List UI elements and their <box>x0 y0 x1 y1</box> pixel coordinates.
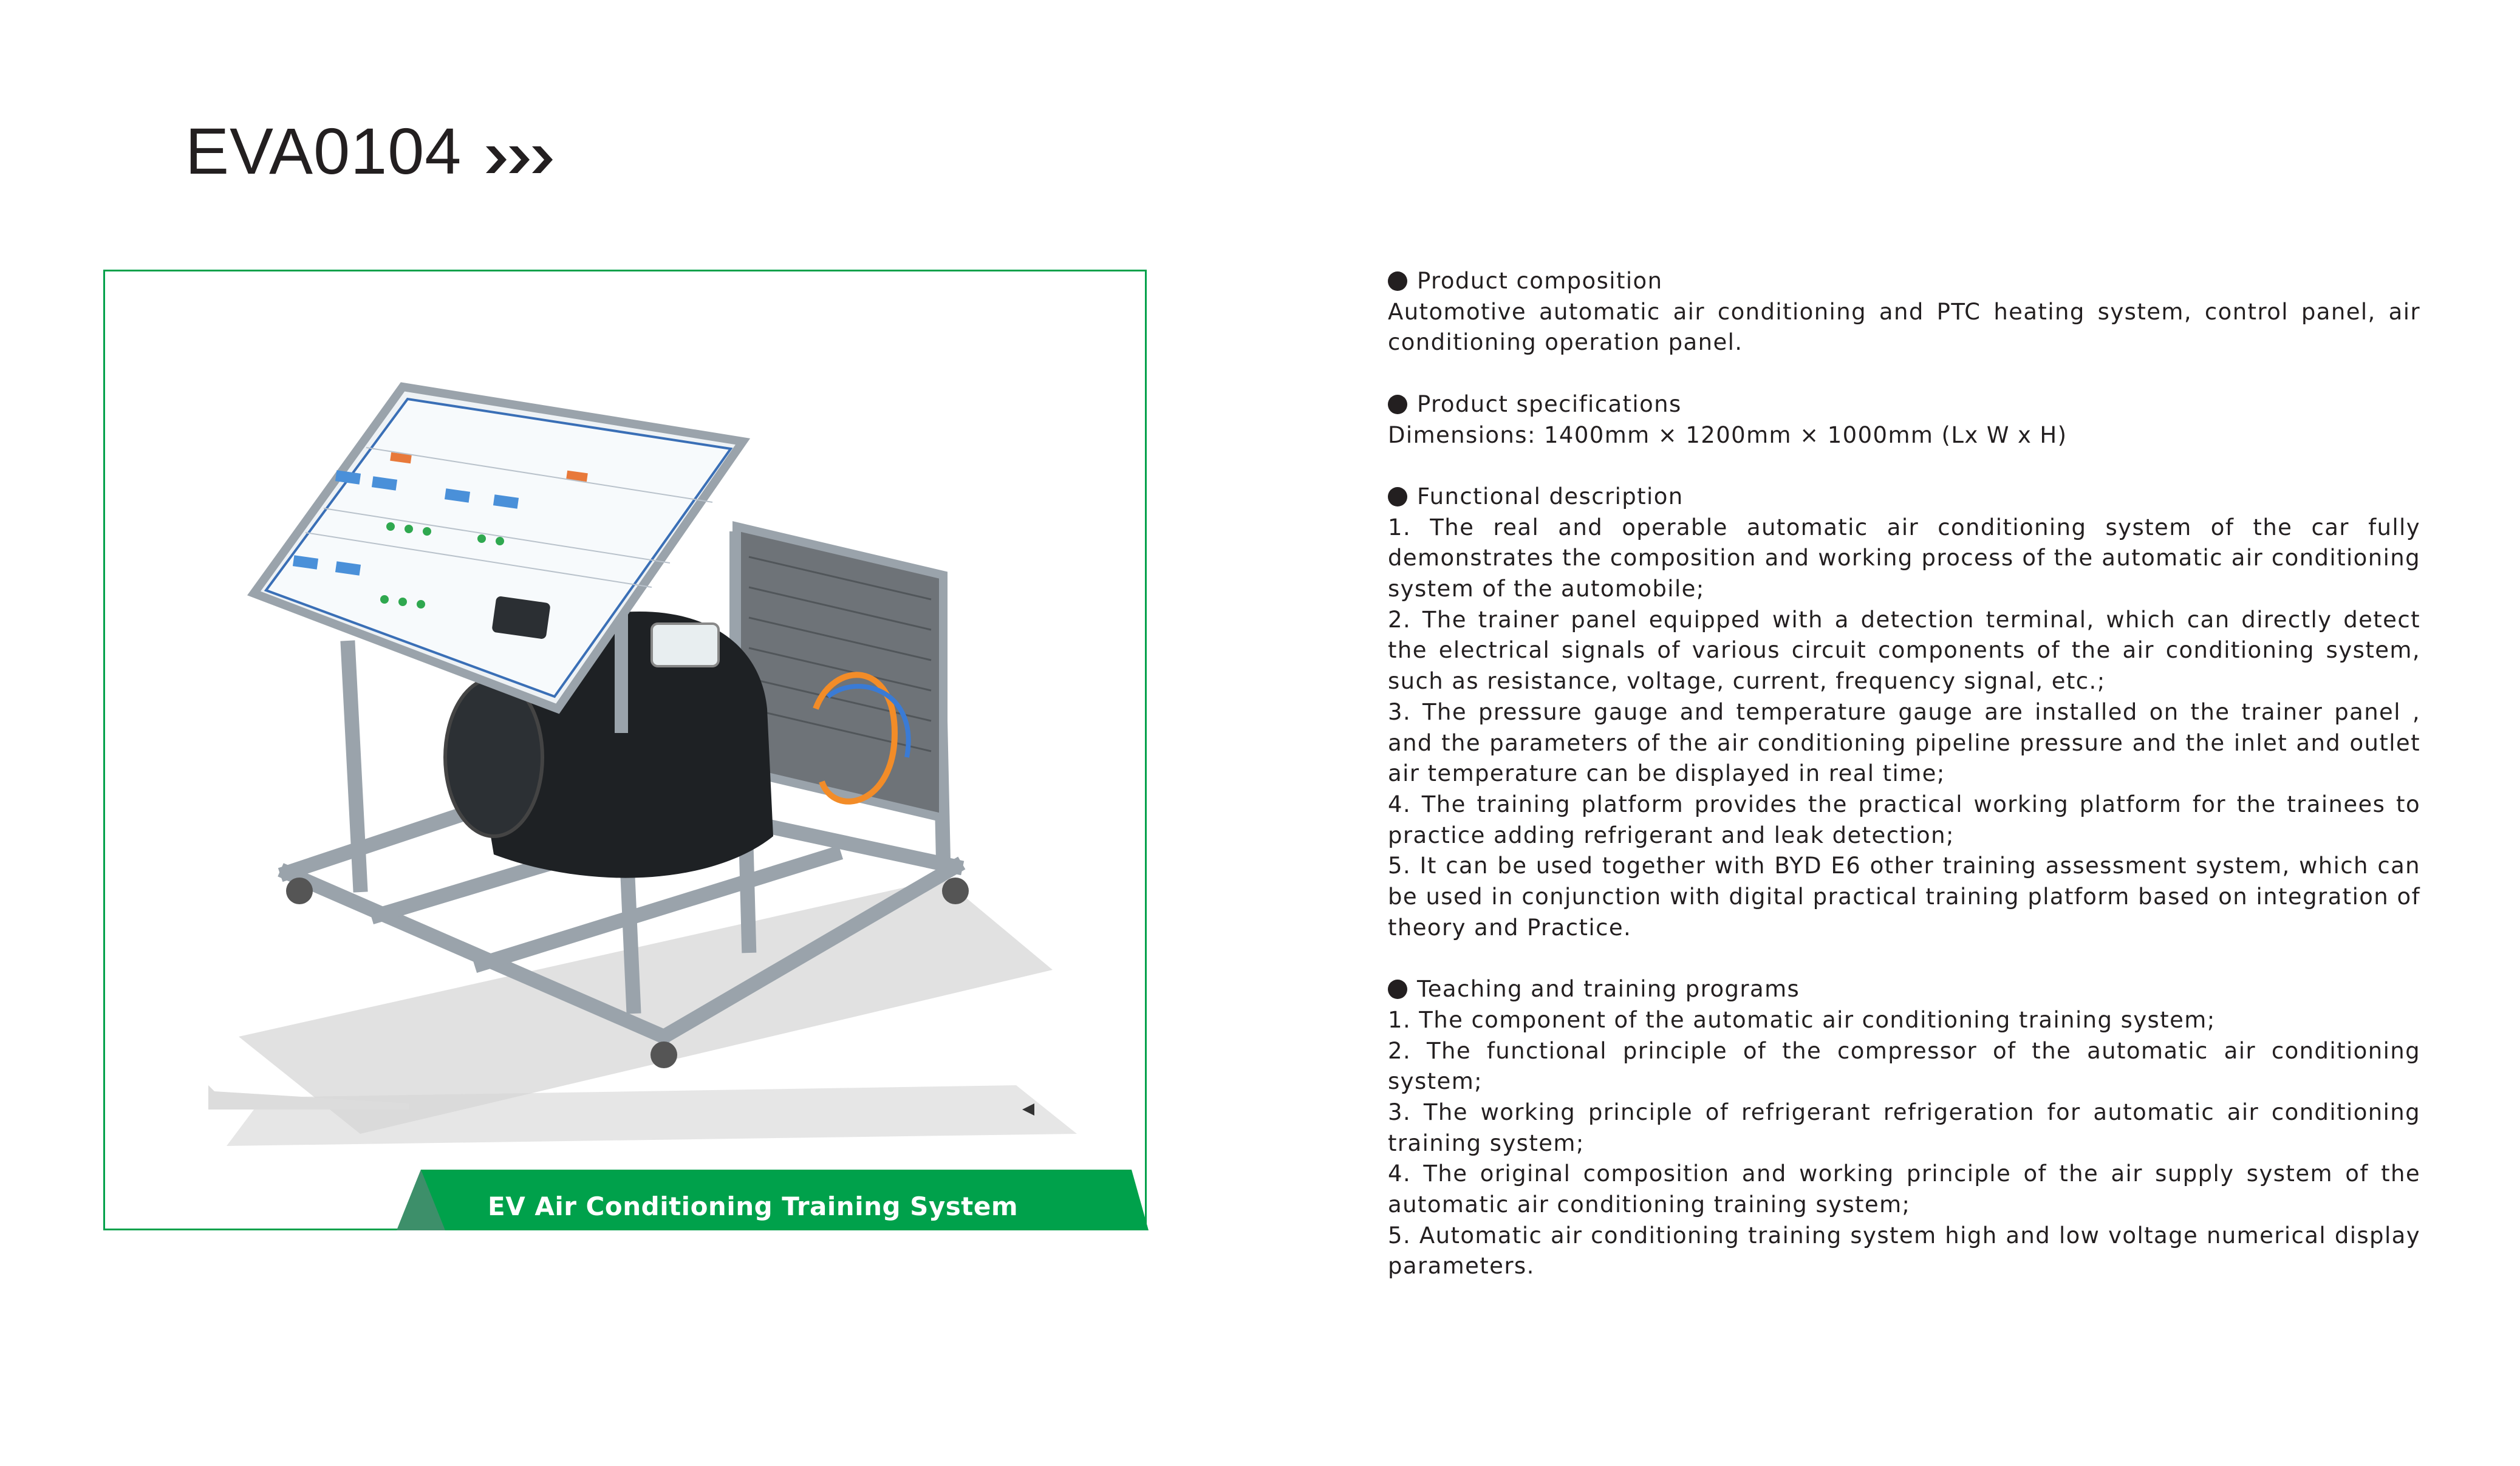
list-item: 2. The functional principle of the compressor of the automatic air conditioning system; <box>1388 1037 2420 1095</box>
page-title <box>185 108 559 193</box>
section-heading <box>1388 389 2420 420</box>
list-item: 5. Automatic air conditioning training system high and low voltage numerical display parameters. <box>1388 1222 2420 1280</box>
list-item: 5. It can be used together with BYD E6 other training assessment system, which can be used in conjunction with digital practical training platform based on integration of theory and Practice. <box>1388 853 2420 941</box>
bullet-icon <box>1388 487 1407 506</box>
heading-text: Product specifications <box>1417 390 1682 417</box>
heading-text: Product composition <box>1417 268 1663 294</box>
section-heading <box>1388 482 2420 513</box>
list-item: 4. The original composition and working principle of the air supply system of the automatic air conditioning training system; <box>1388 1161 2420 1218</box>
heading-text: Teaching and training programs <box>1417 976 1800 1003</box>
section-heading <box>1388 974 2420 1005</box>
bullet-icon <box>1388 271 1407 291</box>
section-heading <box>1388 266 2420 297</box>
section-composition <box>1388 266 2420 358</box>
product-figure <box>103 270 1147 1230</box>
bullet-icon <box>1388 980 1407 999</box>
list-item: 2. The trainer panel equipped with a detection terminal, which can directly detect the electrical signals of various circuit components of the air conditioning system, such as resistance, voltage, current, frequency signal, etc.; <box>1388 606 2420 695</box>
spec-column <box>1388 266 2420 1313</box>
equipment-illustration <box>105 271 1145 1164</box>
bullet-icon <box>1388 395 1407 414</box>
list-item: 4. The training platform provides the practical working platform for the trainees to practice adding refrigerant and leak detection; <box>1388 791 2420 848</box>
list-item: 3. The working principle of refrigerant refrigeration for automatic air conditioning training system; <box>1388 1099 2420 1156</box>
list-item: 3. The pressure gauge and temperature gauge are installed on the trainer panel , and the parameters of the air conditioning pipeline pressure and the inlet and outlet air temperature can be displayed in real time; <box>1388 698 2420 787</box>
section-functional <box>1388 482 2420 944</box>
dimensions-text: Dimensions: 1400mm × 1200mm × 1000mm (Lx W x H) <box>1388 421 2068 448</box>
composition-text: Automotive automatic air conditioning and PTC heating system, control panel, air conditioning operation panel. <box>1388 298 2420 356</box>
model-code: EVA0104 <box>185 114 462 188</box>
section-teaching <box>1388 974 2420 1282</box>
heading-text: Functional description <box>1417 483 1684 510</box>
list-item: 1. The real and operable automatic air conditioning system of the car fully demonstrates the composition and working process of the automatic air conditioning system of the automobile; <box>1388 514 2420 602</box>
figure-caption: EV Air Conditioning Training System <box>488 1192 1019 1221</box>
section-specifications <box>1388 389 2420 451</box>
list-item: 1. The component of the automatic air conditioning training system; <box>1388 1006 2216 1033</box>
triple-chevron-icon <box>486 141 559 178</box>
